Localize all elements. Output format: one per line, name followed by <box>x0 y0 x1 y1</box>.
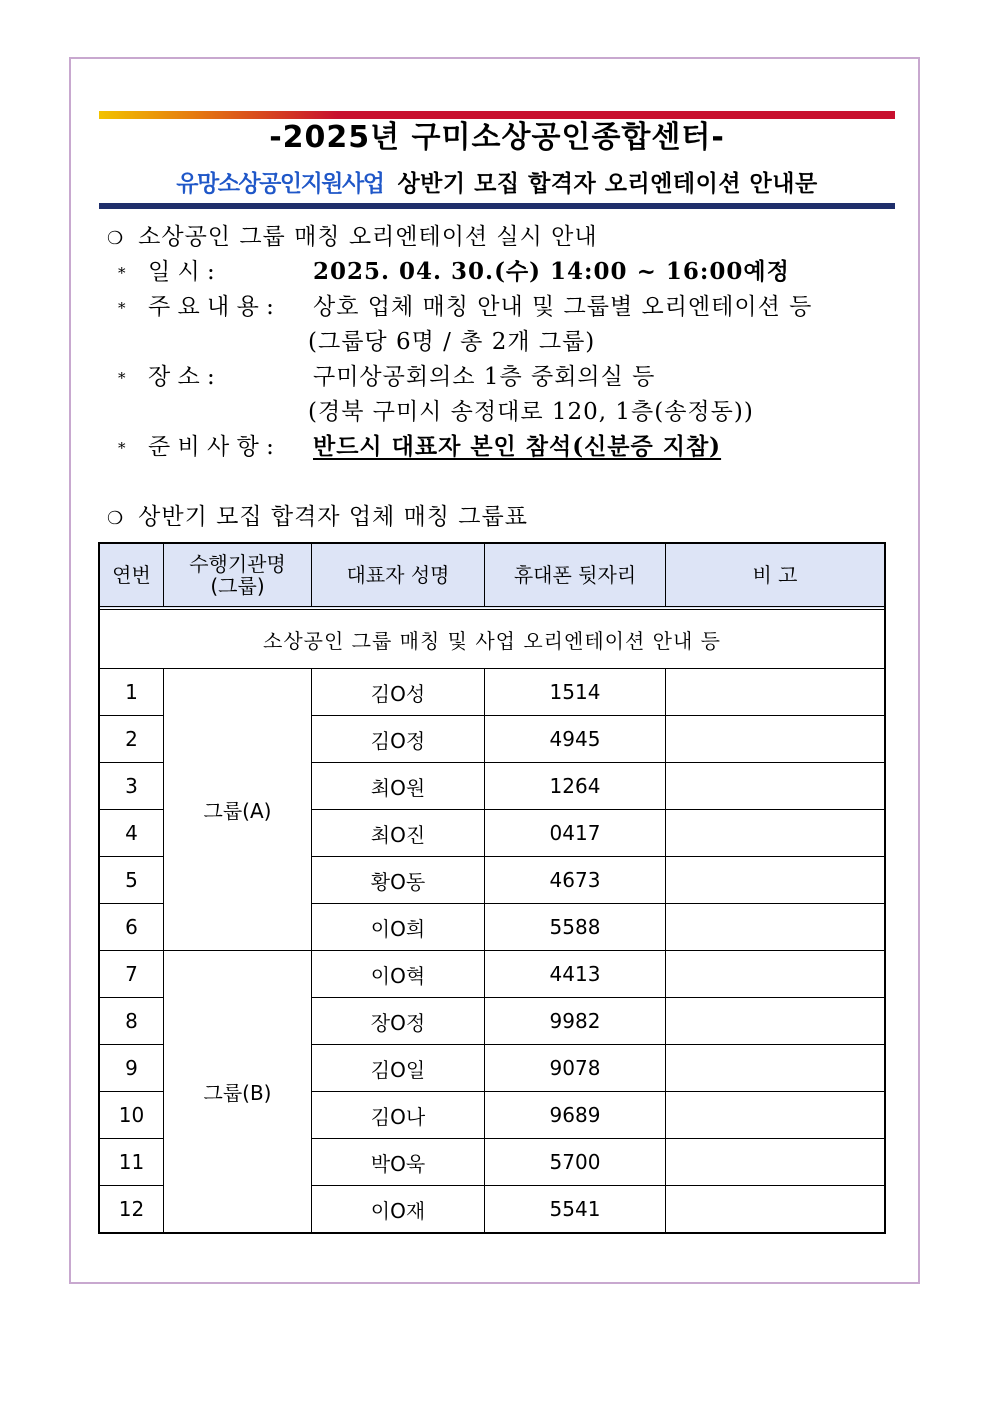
table-row: 6 이O희 5588 <box>100 904 885 951</box>
table-row: 7 그룹(B) 이O혁 4413 <box>100 951 885 998</box>
info-content-sub: (그룹당 6명 / 총 2개 그룹) <box>308 329 596 355</box>
table-row: 2 김O정 4945 <box>100 716 885 763</box>
program-name: 유망소상공인지원사업 <box>176 171 384 197</box>
table-row: 1 그룹(A) 김O성 1514 <box>100 669 885 716</box>
info-preparation-value: 반드시 대표자 본인 참석(신분증 지참) <box>313 433 722 460</box>
info-preparation: * 준 비 사 항 : 반드시 대표자 본인 참석(신분증 지참) <box>118 432 721 463</box>
circle-bullet-icon: ❍ <box>107 508 125 529</box>
info-date: * 일 시 : 2025. 04. 30.(수) 14:00 ~ 16:00예정 <box>118 257 790 288</box>
info-content-value: 상호 업체 매칭 안내 및 그룹별 오리엔테이션 등 <box>313 294 813 320</box>
table-row: 4 최O진 0417 <box>100 810 885 857</box>
group-table <box>99 543 885 1233</box>
asterisk-icon: * <box>118 439 127 457</box>
circle-bullet-icon: ❍ <box>107 228 125 249</box>
subtitle-text: 상반기 모집 합격자 오리엔테이션 안내문 <box>397 171 818 197</box>
header-phone: 휴대폰 뒷자리 <box>485 544 666 609</box>
document-title: -2025년 구미소상공인종합센터- <box>269 120 725 155</box>
group-b-cell: 그룹(B) <box>164 951 312 1233</box>
table-row: 12 이O재 5541 <box>100 1186 885 1233</box>
table-row: 5 황O동 4673 <box>100 857 885 904</box>
document-subtitle <box>99 166 895 202</box>
info-date-value: 2025. 04. 30.(수) 14:00 ~ 16:00예정 <box>313 258 790 285</box>
table-row: 10 김O나 9689 <box>100 1092 885 1139</box>
asterisk-icon: * <box>118 369 127 387</box>
info-place: * 장 소 : 구미상공회의소 1층 중회의실 등 <box>118 362 655 393</box>
info-content: * 주 요 내 용 : 상호 업체 매칭 안내 및 그룹별 오리엔테이션 등 <box>118 292 812 323</box>
title-bottom-bar <box>99 203 895 209</box>
asterisk-icon: * <box>118 264 127 282</box>
info-place-sub: (경북 구미시 송정대로 120, 1층(송정동)) <box>308 399 754 425</box>
info-place-value: 구미상공회의소 1층 중회의실 등 <box>313 364 656 390</box>
header-no: 연번 <box>100 544 164 609</box>
notice-row <box>100 608 885 669</box>
table-row: 8 장O정 9982 <box>100 998 885 1045</box>
header-note: 비 고 <box>666 544 885 609</box>
section1-heading: ❍ 소상공인 그룹 매칭 오리엔테이션 실시 안내 <box>107 224 598 250</box>
header-name: 대표자 성명 <box>312 544 485 609</box>
group-a-cell: 그룹(A) <box>164 669 312 951</box>
section2-heading: ❍ 상반기 모집 합격자 업체 매칭 그룹표 <box>107 504 528 530</box>
table-header-row <box>100 544 885 609</box>
table-row: 11 박O욱 5700 <box>100 1139 885 1186</box>
table-row: 9 김O일 9078 <box>100 1045 885 1092</box>
asterisk-icon: * <box>118 299 127 317</box>
table-row: 3 최O원 1264 <box>100 763 885 810</box>
header-group: 수행기관명 (그룹) <box>164 544 312 609</box>
notice-cell: 소상공인 그룹 매칭 및 사업 오리엔테이션 안내 등 <box>100 608 885 669</box>
